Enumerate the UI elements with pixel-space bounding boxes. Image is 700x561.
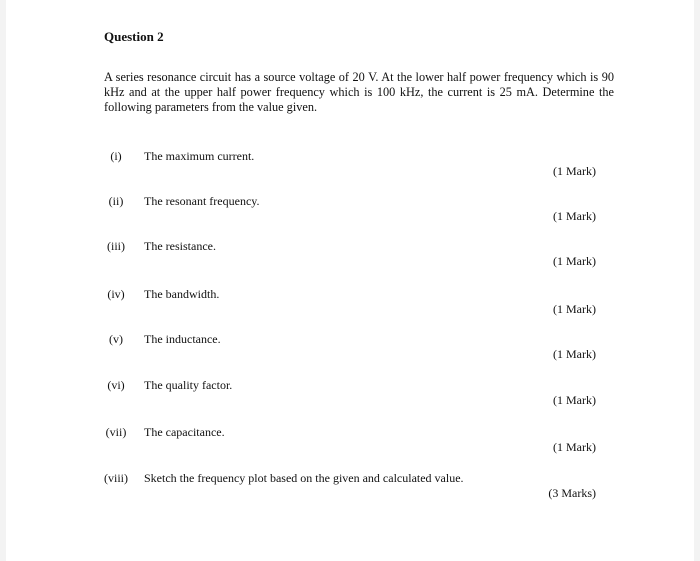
item-marks: (1 Mark) [553, 393, 596, 407]
item-number: (v) [109, 332, 123, 346]
item-marks: (3 Marks) [548, 486, 596, 500]
item-marks: (1 Mark) [553, 440, 596, 454]
item-number: (iv) [107, 287, 125, 301]
item-text: The resonant frequency. [144, 194, 260, 208]
question-intro: A series resonance circuit has a source voltage of 20 V. At the lower half power frequency which is 90 kHz and at the upper half power frequency which is 100 kHz, the current is 25 mA. Determine the following parameters from the value given. [104, 70, 614, 114]
item-number: (iii) [107, 239, 125, 253]
item-number: (vi) [107, 378, 125, 392]
item-number: (i) [110, 149, 122, 163]
item-text: The maximum current. [144, 149, 255, 163]
item-text: The capacitance. [144, 425, 225, 439]
item-text: The quality factor. [144, 378, 233, 392]
item-marks: (1 Mark) [553, 254, 596, 268]
document-page [6, 0, 694, 561]
item-number: (vii) [105, 425, 127, 439]
item-marks: (1 Mark) [553, 164, 596, 178]
item-text: The bandwidth. [144, 287, 220, 301]
item-text: Sketch the frequency plot based on the given and calculated value. [144, 471, 464, 485]
item-text: The resistance. [144, 239, 216, 253]
question-title: Question 2 [104, 29, 164, 44]
item-marks: (1 Mark) [553, 302, 596, 316]
item-number: (viii) [104, 471, 128, 485]
item-marks: (1 Mark) [553, 209, 596, 223]
item-number: (ii) [108, 194, 124, 208]
item-marks: (1 Mark) [553, 347, 596, 361]
item-text: The inductance. [144, 332, 221, 346]
